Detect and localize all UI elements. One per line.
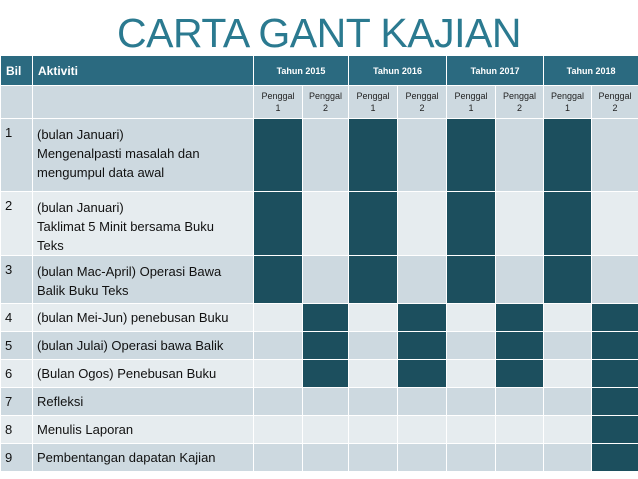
- gantt-cell-empty: [496, 192, 544, 256]
- header-term: Penggal 2: [592, 86, 638, 119]
- table-row: [1, 388, 638, 416]
- gantt-cell-filled: [398, 360, 447, 388]
- header-row-terms: [1, 86, 638, 119]
- row-number: 2: [1, 192, 33, 256]
- gantt-cell-empty: [254, 360, 303, 388]
- gantt-cell-filled: [592, 444, 638, 472]
- header-term: Penggal 1: [349, 86, 398, 119]
- header-row-years: [1, 56, 638, 86]
- row-number: 7: [1, 388, 33, 416]
- header-year-2015: Tahun 2015: [254, 56, 349, 86]
- gantt-cell-filled: [349, 119, 398, 192]
- gantt-cell-filled: [398, 332, 447, 360]
- table-row: [1, 119, 638, 192]
- gantt-cell-empty: [544, 416, 592, 444]
- header-term: Penggal 1: [544, 86, 592, 119]
- gantt-cell-empty: [349, 304, 398, 332]
- gantt-cell-filled: [592, 416, 638, 444]
- gantt-cell-empty: [398, 256, 447, 304]
- activity-cell: (bulan Mac-April) Operasi Bawa Balik Buku Teks: [33, 256, 254, 304]
- gantt-cell-filled: [447, 256, 496, 304]
- header-year-2016: Tahun 2016: [349, 56, 447, 86]
- header-year-2017: Tahun 2017: [447, 56, 544, 86]
- gantt-cell-filled: [447, 119, 496, 192]
- gantt-cell-filled: [254, 119, 303, 192]
- header-term: Penggal 2: [398, 86, 447, 119]
- gantt-cell-filled: [592, 332, 638, 360]
- gantt-cell-filled: [349, 192, 398, 256]
- gantt-cell-filled: [303, 332, 349, 360]
- gantt-cell-empty: [496, 444, 544, 472]
- gantt-cell-filled: [496, 360, 544, 388]
- gantt-cell-empty: [544, 332, 592, 360]
- gantt-cell-empty: [544, 444, 592, 472]
- row-number: 9: [1, 444, 33, 472]
- header-blank-bil: [1, 86, 33, 119]
- table-row: [1, 416, 638, 444]
- row-number: 4: [1, 304, 33, 332]
- table-row: [1, 304, 638, 332]
- gantt-cell-empty: [398, 192, 447, 256]
- header-year-2018: Tahun 2018: [544, 56, 638, 86]
- gantt-cell-filled: [447, 192, 496, 256]
- gantt-table: [0, 55, 638, 472]
- gantt-cell-empty: [398, 416, 447, 444]
- gantt-cell-filled: [254, 256, 303, 304]
- row-number: 3: [1, 256, 33, 304]
- activity-cell: (bulan Mei-Jun) penebusan Buku: [33, 304, 254, 332]
- gantt-cell-empty: [544, 360, 592, 388]
- gantt-cell-empty: [447, 304, 496, 332]
- header-bil: Bil: [1, 56, 33, 86]
- gantt-cell-empty: [254, 304, 303, 332]
- page-title: CARTA GANT KAJIAN: [117, 10, 521, 56]
- gantt-cell-filled: [303, 360, 349, 388]
- row-number: 6: [1, 360, 33, 388]
- gantt-cell-empty: [592, 119, 638, 192]
- gantt-cell-filled: [592, 388, 638, 416]
- header-term: Penggal 2: [303, 86, 349, 119]
- gantt-cell-empty: [303, 444, 349, 472]
- table-row: [1, 192, 638, 256]
- gantt-cell-empty: [349, 360, 398, 388]
- gantt-cell-empty: [496, 119, 544, 192]
- gantt-cell-empty: [254, 388, 303, 416]
- table-row: [1, 332, 638, 360]
- gantt-cell-empty: [447, 444, 496, 472]
- gantt-cell-empty: [496, 416, 544, 444]
- gantt-cell-empty: [254, 444, 303, 472]
- gantt-cell-empty: [303, 416, 349, 444]
- gantt-cell-empty: [303, 256, 349, 304]
- gantt-cell-empty: [398, 388, 447, 416]
- gantt-cell-filled: [496, 304, 544, 332]
- header-term: Penggal 1: [447, 86, 496, 119]
- gantt-cell-filled: [349, 256, 398, 304]
- gantt-cell-filled: [592, 304, 638, 332]
- gantt-cell-empty: [398, 119, 447, 192]
- table-row: [1, 444, 638, 472]
- gantt-cell-filled: [544, 256, 592, 304]
- gantt-cell-empty: [349, 388, 398, 416]
- activity-cell: Refleksi: [33, 388, 254, 416]
- gantt-cell-empty: [592, 256, 638, 304]
- row-number: 5: [1, 332, 33, 360]
- gantt-cell-filled: [303, 304, 349, 332]
- gantt-cell-empty: [254, 332, 303, 360]
- activity-cell: (bulan Julai) Operasi bawa Balik: [33, 332, 254, 360]
- gantt-cell-filled: [544, 192, 592, 256]
- gantt-cell-empty: [496, 256, 544, 304]
- gantt-cell-empty: [447, 388, 496, 416]
- table-row: [1, 360, 638, 388]
- row-number: 8: [1, 416, 33, 444]
- gantt-cell-filled: [398, 304, 447, 332]
- gantt-cell-filled: [592, 360, 638, 388]
- gantt-cell-empty: [447, 332, 496, 360]
- gantt-cell-empty: [303, 119, 349, 192]
- row-number: 1: [1, 119, 33, 192]
- gantt-cell-empty: [303, 388, 349, 416]
- gantt-cell-empty: [254, 416, 303, 444]
- header-aktiviti: Aktiviti: [33, 56, 254, 86]
- activity-cell: Menulis Laporan: [33, 416, 254, 444]
- activity-cell: (bulan Januari) Taklimat 5 Minit bersama Buku Teks: [33, 192, 254, 256]
- activity-cell: (Bulan Ogos) Penebusan Buku: [33, 360, 254, 388]
- gantt-cell-empty: [349, 416, 398, 444]
- header-term: Penggal 1: [254, 86, 303, 119]
- gantt-cell-empty: [303, 192, 349, 256]
- gantt-cell-empty: [447, 360, 496, 388]
- gantt-cell-filled: [254, 192, 303, 256]
- gantt-cell-empty: [349, 332, 398, 360]
- header-term: Penggal 2: [496, 86, 544, 119]
- gantt-cell-empty: [544, 388, 592, 416]
- table-row: [1, 256, 638, 304]
- activity-cell: (bulan Januari) Mengenalpasti masalah dan mengumpul data awal: [33, 119, 254, 192]
- gantt-cell-filled: [544, 119, 592, 192]
- gantt-cell-filled: [496, 332, 544, 360]
- gantt-cell-empty: [398, 444, 447, 472]
- gantt-cell-empty: [544, 304, 592, 332]
- gantt-cell-empty: [496, 388, 544, 416]
- gantt-cell-empty: [447, 416, 496, 444]
- header-blank-aktiviti: [33, 86, 254, 119]
- activity-cell: Pembentangan dapatan Kajian: [33, 444, 254, 472]
- gantt-cell-empty: [592, 192, 638, 256]
- gantt-cell-empty: [349, 444, 398, 472]
